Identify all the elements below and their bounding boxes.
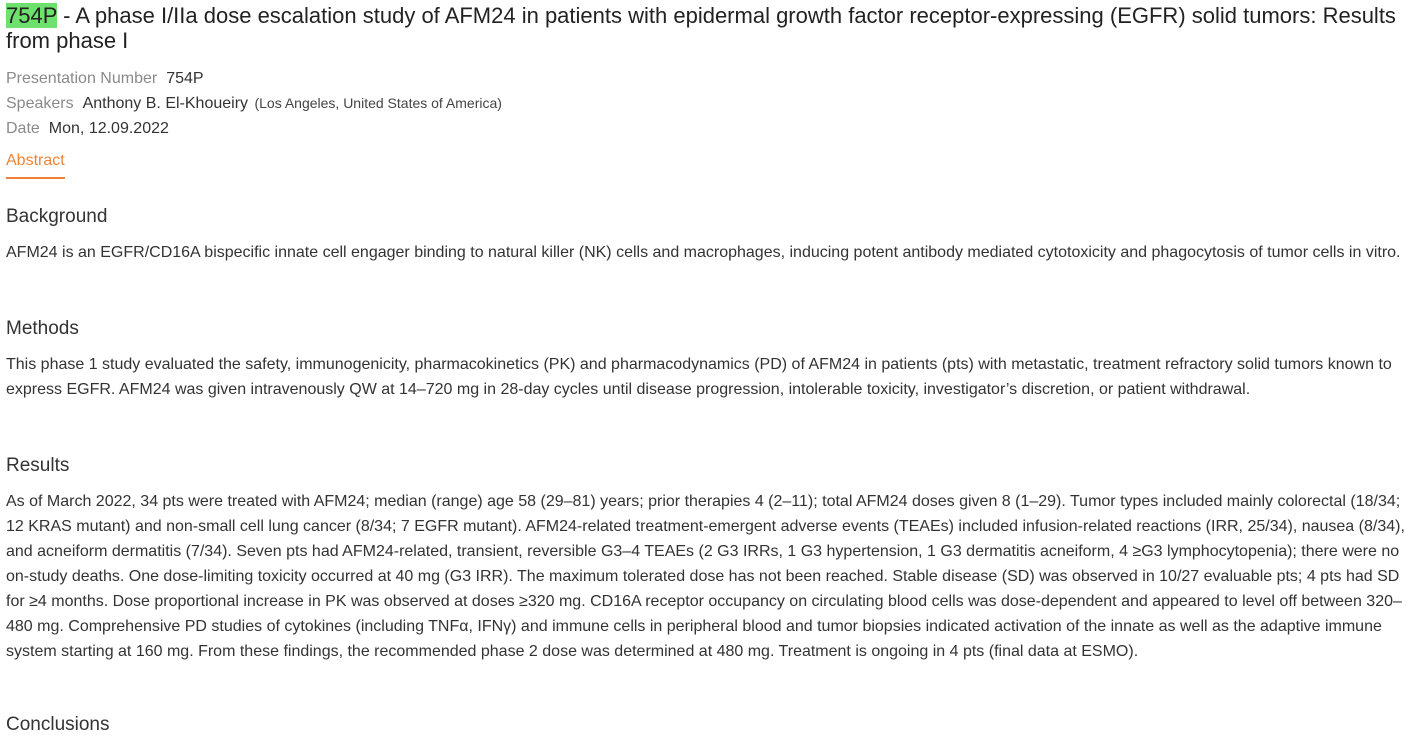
tab-abstract[interactable]: Abstract xyxy=(6,150,65,179)
background-body: AFM24 is an EGFR/CD16A bispecific innate cell engager binding to natural killer (NK) cells and macrophages, inducing potent antibody mediated cytotoxicity and phagocytosis of tumor cells in vitro. xyxy=(6,244,1401,261)
methods-body: This phase 1 study evaluated the safety, immunogenicity, pharmacokinetics (PK) and pharmacodynamics (PD) of AFM24 in patients (pts) with metastatic, treatment refractory solid tumors known to express EGFR. AFM24 was given intravenously QW at 14–720 mg in 28-day cycles until disease progression, intolerable toxicity, investigator’s discretion, or patient withdrawal. xyxy=(6,356,1392,398)
speakers-row xyxy=(6,91,1406,116)
tab-bar xyxy=(6,150,1406,179)
title-number-highlight: 754P xyxy=(6,3,57,28)
results-body: As of March 2022, 34 pts were treated with AFM24; median (range) age 58 (29–81) years; prior therapies 4 (2–11); total AFM24 doses given 8 (1–29). Tumor types included mainly colorectal (18/34; 12 KRAS mutant) and non-small cell lung cancer (8/34; 7 EGFR mutant). AFM24-related treatment-emergent adverse events (TEAEs) included infusion-related reactions (IRR, 25/34), nausea (8/34), and acneiform dermatitis (7/34). Seven pts had AFM24-related, transient, reversible G3–4 TEAEs (2 G3 IRRs, 1 G3 hypertension, 1 G3 dermatitis acneiform, 4 ≥G3 lymphocytopenia); there were no on-study deaths. One dose-limiting toxicity occurred at 40 mg (G3 IRR). The maximum tolerated dose has not been reached. Stable disease (SD) was observed in 10/27 evaluable pts; 4 pts had SD for ≥4 months. Dose proportional increase in PK was observed at doses ≥320 mg. CD16A receptor occupancy on circulating blood cells was dose-dependent and appeared to level off between 320–480 mg. Comprehensive PD studies of cytokines (including TNFα, IFNγ) and immune cells in peripheral blood and tumor biopsies indicated activation of the innate as well as the adaptive immune system starting at 160 mg. From these findings, the recommended phase 2 dose was determined at 480 mg. Treatment is ongoing in 4 pts (final data at ESMO). xyxy=(6,493,1405,660)
methods-heading: Methods xyxy=(6,318,79,339)
speaker-name[interactable]: Anthony B. El-Khoueiry xyxy=(82,95,249,112)
speakers-label: Speakers xyxy=(6,95,74,112)
title-text: A phase I/IIa dose escalation study of AFM24 in patients with epidermal growth factor receptor-expressing (EGFR) solid tumors: Results from phase I xyxy=(6,3,1396,53)
presentation-number-value: 754P xyxy=(166,70,204,87)
date-row xyxy=(6,116,1406,141)
results-heading: Results xyxy=(6,455,70,476)
abstract-page xyxy=(6,0,1406,735)
page-title xyxy=(6,3,1406,53)
presentation-meta xyxy=(6,66,1406,141)
conclusions-heading: Conclusions xyxy=(6,714,110,735)
presentation-number-label: Presentation Number xyxy=(6,70,158,87)
presentation-number-row xyxy=(6,66,1406,91)
date-value: Mon, 12.09.2022 xyxy=(48,120,169,137)
date-label: Date xyxy=(6,120,40,137)
speaker-affiliation: (Los Angeles, United States of America) xyxy=(254,95,502,111)
background-heading: Background xyxy=(6,206,108,227)
title-separator: - xyxy=(56,3,76,28)
